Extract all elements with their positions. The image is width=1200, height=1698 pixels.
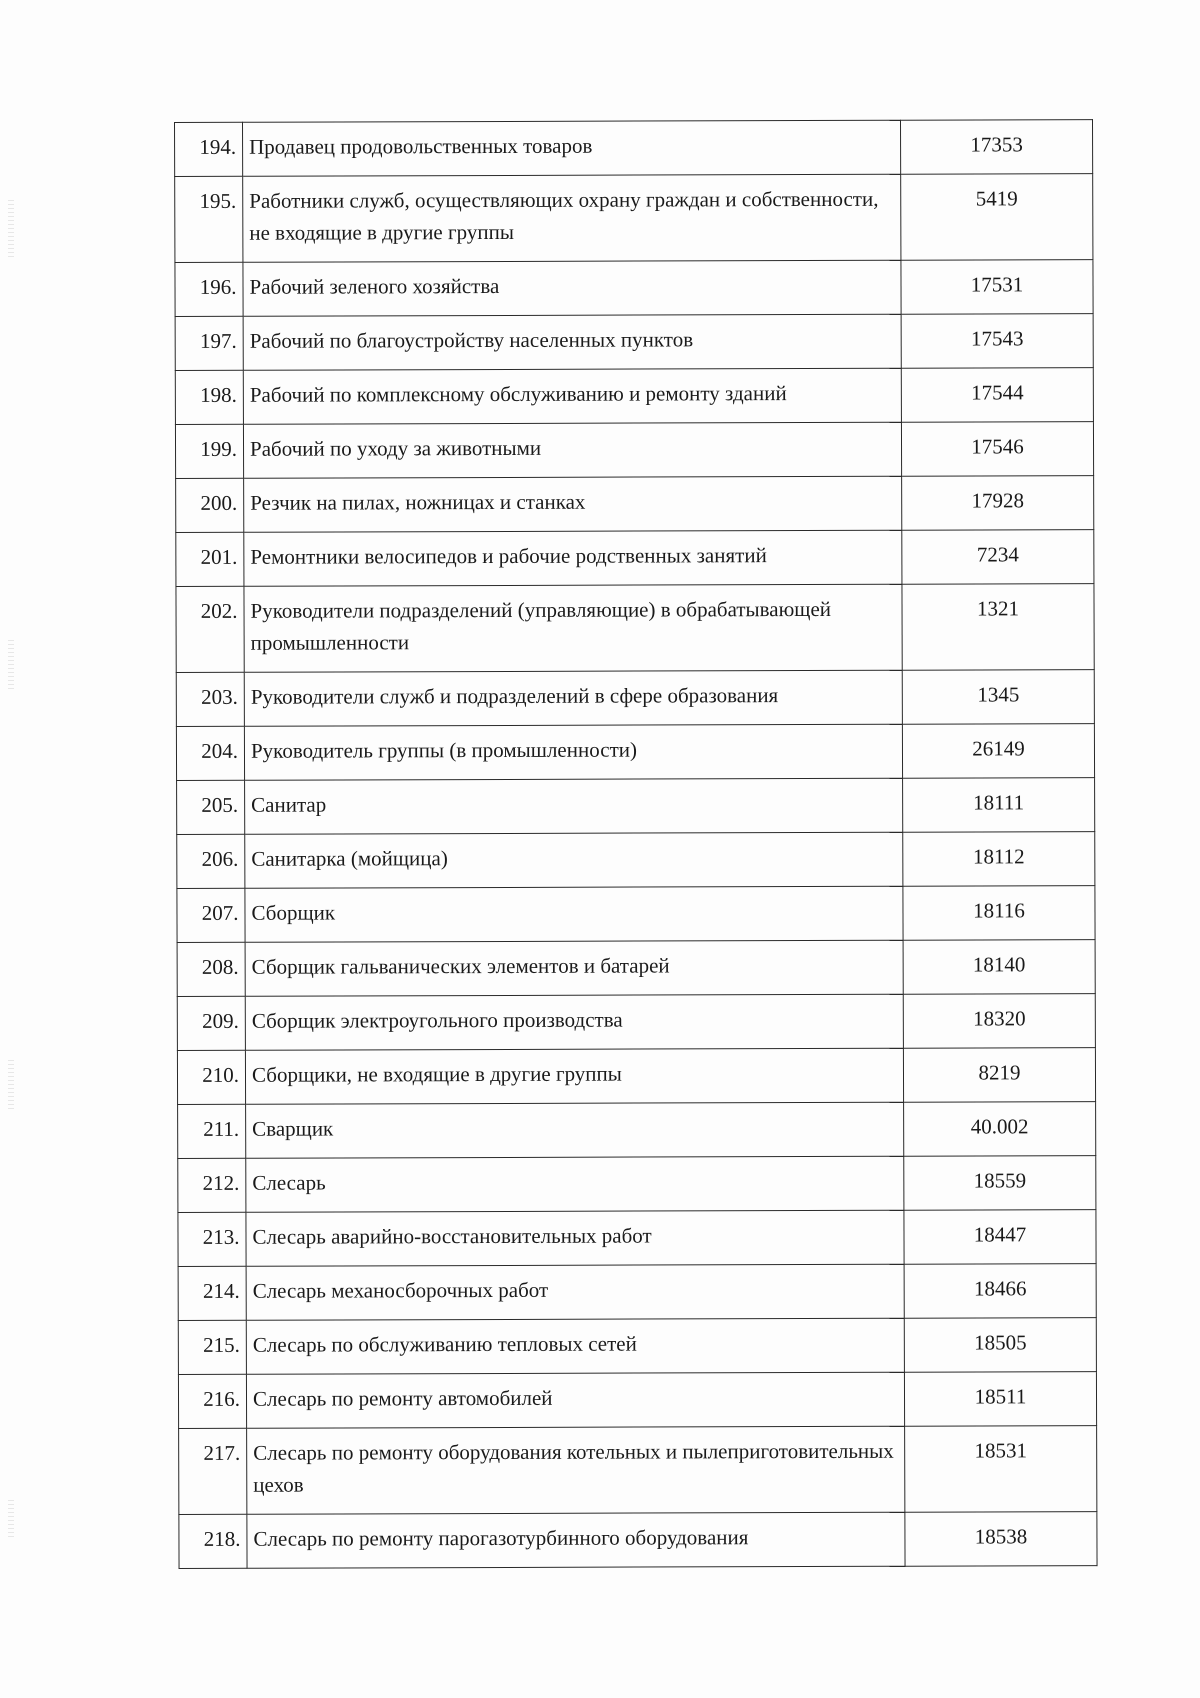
profession-name: Руководители подразделений (управляющие) в обрабатывающей промышленности — [244, 584, 902, 672]
scan-artifact — [8, 1060, 14, 1110]
profession-code: 1321 — [902, 584, 1094, 671]
professions-table — [174, 119, 1098, 1569]
table-row — [175, 260, 1093, 317]
profession-name: Слесарь по ремонту автомобилей — [246, 1372, 904, 1428]
table-row — [179, 1512, 1097, 1569]
profession-code: 26149 — [902, 724, 1094, 779]
row-number: 203. — [176, 672, 244, 726]
profession-name: Руководитель группы (в промышленности) — [244, 724, 902, 780]
row-number: 213. — [178, 1212, 246, 1266]
row-number: 198. — [175, 370, 243, 424]
profession-name: Сборщик — [245, 886, 903, 942]
table-row — [175, 314, 1093, 371]
profession-code: 18112 — [903, 832, 1095, 887]
table-row — [176, 670, 1094, 727]
profession-name: Санитарка (мойщица) — [245, 832, 903, 888]
table-row — [176, 584, 1094, 673]
row-number: 205. — [177, 780, 245, 834]
table-row — [177, 832, 1095, 889]
profession-name: Санитар — [245, 778, 903, 834]
profession-code: 18447 — [904, 1210, 1096, 1265]
table-row — [177, 1048, 1095, 1105]
table-row — [177, 778, 1095, 835]
row-number: 206. — [177, 834, 245, 888]
row-number: 199. — [175, 424, 243, 478]
table-row — [175, 422, 1093, 479]
table-row — [177, 994, 1095, 1051]
table-row — [179, 1426, 1097, 1515]
profession-name: Слесарь аварийно-восстановительных работ — [246, 1210, 904, 1266]
profession-name: Сборщики, не входящие в другие группы — [245, 1048, 903, 1104]
profession-name: Рабочий по благоустройству населенных пунктов — [243, 314, 901, 370]
profession-code: 17353 — [900, 120, 1092, 175]
profession-code: 7234 — [902, 530, 1094, 585]
table-row — [176, 530, 1094, 587]
table-row — [175, 120, 1093, 177]
row-number: 195. — [175, 176, 243, 262]
table-row — [178, 1372, 1096, 1429]
table-row — [176, 724, 1094, 781]
profession-name: Ремонтники велосипедов и рабочие родственных занятий — [244, 530, 902, 586]
profession-name: Сборщик гальванических элементов и батарей — [245, 940, 903, 996]
row-number: 209. — [177, 996, 245, 1050]
profession-code: 5419 — [901, 174, 1093, 261]
profession-name: Сборщик электроугольного производства — [245, 994, 903, 1050]
profession-name: Слесарь по ремонту оборудования котельных и пылеприготовительных цехов — [247, 1426, 905, 1514]
profession-code: 17531 — [901, 260, 1093, 315]
profession-code: 18320 — [903, 994, 1095, 1049]
row-number: 207. — [177, 888, 245, 942]
table-row — [178, 1102, 1096, 1159]
table-row — [177, 886, 1095, 943]
profession-code: 1345 — [902, 670, 1094, 725]
row-number: 202. — [176, 586, 244, 672]
table-row — [178, 1210, 1096, 1267]
profession-name: Резчик на пилах, ножницах и станках — [244, 476, 902, 532]
profession-code: 17928 — [902, 476, 1094, 531]
table-row — [175, 368, 1093, 425]
row-number: 210. — [177, 1050, 245, 1104]
table-row — [176, 476, 1094, 533]
table-row — [178, 1156, 1096, 1213]
table-row — [178, 1318, 1096, 1375]
scan-artifact — [8, 640, 14, 690]
profession-name: Слесарь по обслуживанию тепловых сетей — [246, 1318, 904, 1374]
table-row — [178, 1264, 1096, 1321]
row-number: 200. — [176, 478, 244, 532]
row-number: 197. — [175, 316, 243, 370]
row-number: 194. — [175, 122, 243, 176]
profession-code: 18531 — [905, 1426, 1097, 1513]
profession-code: 18511 — [904, 1372, 1096, 1427]
profession-name: Рабочий по уходу за животными — [243, 422, 901, 478]
profession-code: 18111 — [903, 778, 1095, 833]
profession-name: Слесарь по ремонту парогазотурбинного оборудования — [247, 1512, 905, 1568]
profession-code: 17544 — [901, 368, 1093, 423]
profession-name: Слесарь механосборочных работ — [246, 1264, 904, 1320]
scan-artifact — [8, 200, 14, 260]
profession-code: 18559 — [904, 1156, 1096, 1211]
profession-code: 18505 — [904, 1318, 1096, 1373]
profession-code: 18466 — [904, 1264, 1096, 1319]
profession-name: Сварщик — [246, 1102, 904, 1158]
row-number: 208. — [177, 942, 245, 996]
profession-code: 17543 — [901, 314, 1093, 369]
profession-code: 18538 — [905, 1512, 1097, 1567]
row-number: 217. — [179, 1428, 247, 1514]
row-number: 211. — [178, 1104, 246, 1158]
table-row — [175, 174, 1093, 263]
row-number: 214. — [178, 1266, 246, 1320]
profession-name: Продавец продовольственных товаров — [243, 120, 901, 176]
profession-name: Рабочий зеленого хозяйства — [243, 260, 901, 316]
row-number: 201. — [176, 532, 244, 586]
row-number: 215. — [178, 1320, 246, 1374]
row-number: 218. — [179, 1514, 247, 1568]
professions-table-body — [175, 120, 1098, 1569]
row-number: 204. — [176, 726, 244, 780]
profession-name: Руководители служб и подразделений в сфере образования — [244, 670, 902, 726]
profession-code: 40.002 — [904, 1102, 1096, 1157]
profession-code: 18116 — [903, 886, 1095, 941]
profession-name: Работники служб, осуществляющих охрану граждан и собственности, не входящие в другие группы — [243, 174, 901, 262]
profession-name: Слесарь — [246, 1156, 904, 1212]
profession-code: 17546 — [901, 422, 1093, 477]
scan-artifact — [8, 1500, 14, 1540]
profession-code: 8219 — [903, 1048, 1095, 1103]
table-row — [177, 940, 1095, 997]
profession-code: 18140 — [903, 940, 1095, 995]
row-number: 212. — [178, 1158, 246, 1212]
row-number: 216. — [178, 1374, 246, 1428]
profession-name: Рабочий по комплексному обслуживанию и ремонту зданий — [243, 368, 901, 424]
row-number: 196. — [175, 262, 243, 316]
